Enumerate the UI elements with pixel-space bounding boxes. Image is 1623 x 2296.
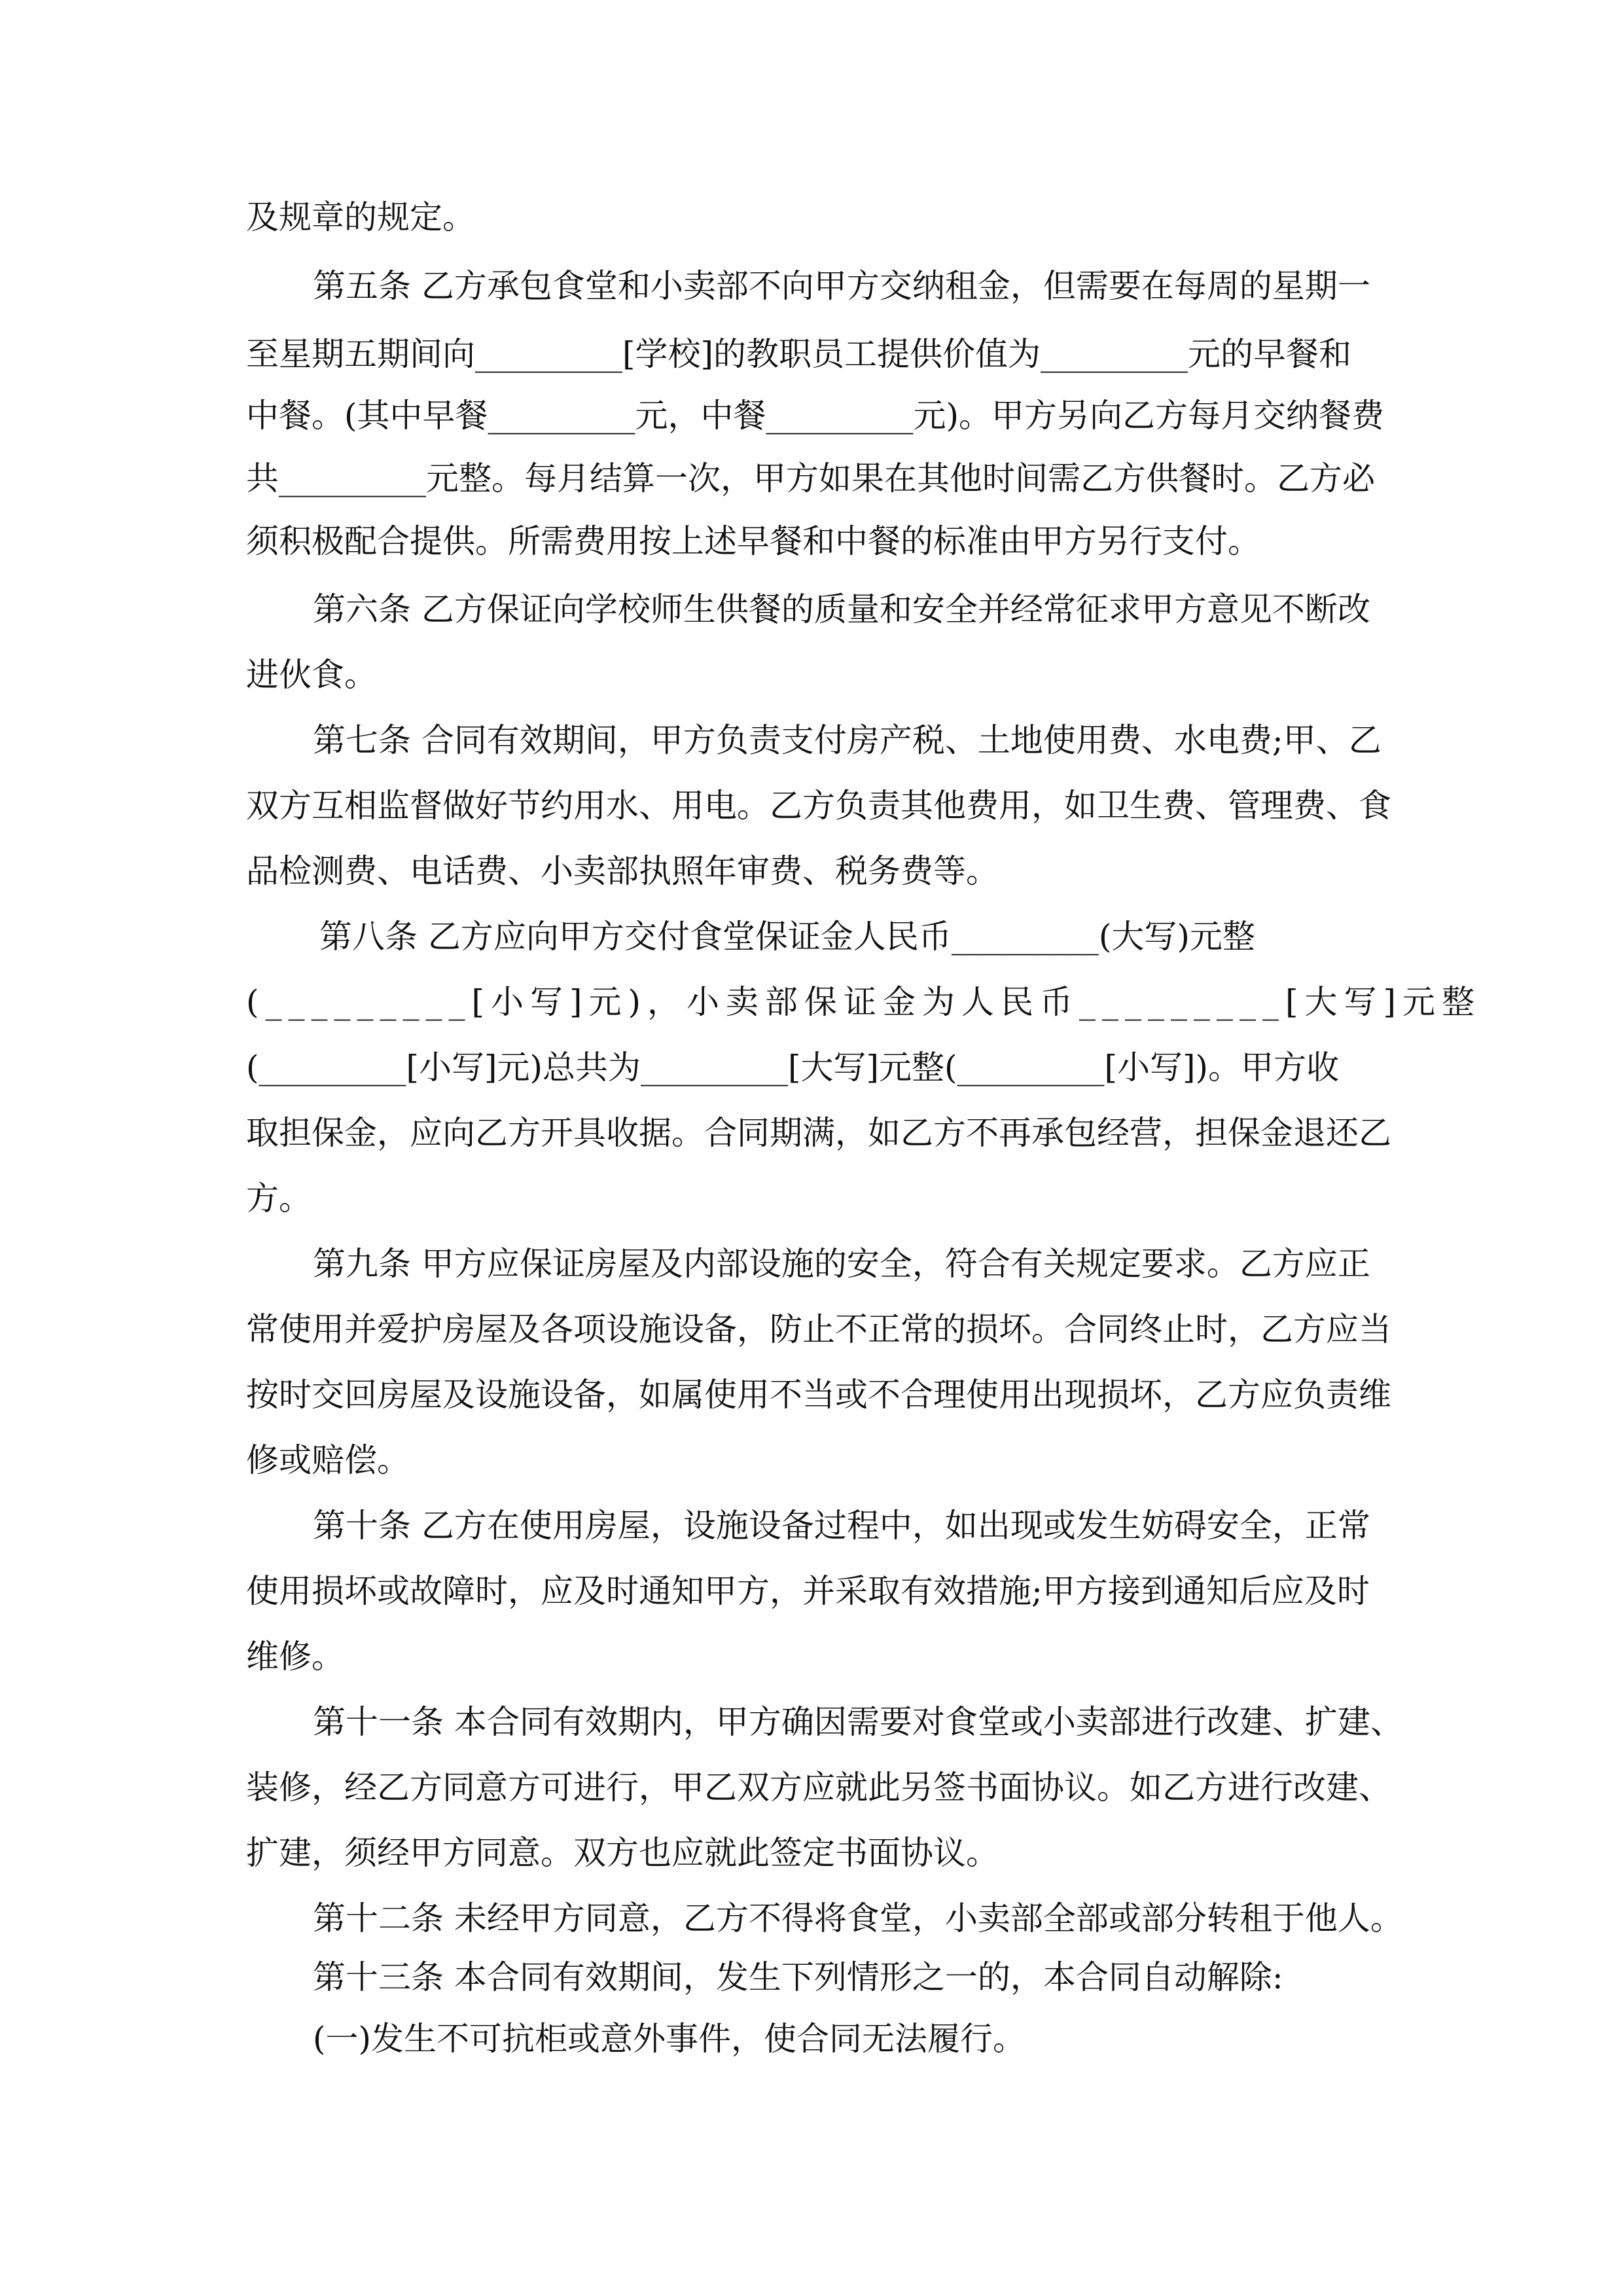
text-line: 维修。: [246, 1638, 344, 1676]
text-line: 进伙食。: [246, 656, 377, 694]
text-line: 第六条 乙方保证向学校师生供餐的质量和安全并经常征求甲方意见不断改: [313, 590, 1370, 628]
text-line: 方。: [246, 1179, 312, 1217]
text-line: (_________[小写]元)，小卖部保证金为人民币_________[大写]元整: [246, 983, 1482, 1021]
text-line: 第十三条 本合同有效期间，发生下列情形之一的，本合同自动解除:: [313, 1958, 1283, 1996]
text-line: 第七条 合同有效期间，甲方负责支付房产税、土地使用费、水电费;甲、乙: [313, 721, 1382, 759]
text-line: 至星期五期间向_________[学校]的教职员工提供价值为_________元的早餐和: [246, 335, 1352, 373]
text-line: 第九条 甲方应保证房屋及内部设施的安全，符合有关规定要求。乙方应正: [313, 1245, 1370, 1283]
text-line: (一)发生不可抗柜或意外事件，使合同无法履行。: [313, 2020, 1026, 2058]
text-line: 须积极配合提供。所需费用按上述早餐和中餐的标准由甲方另行支付。: [246, 522, 1260, 560]
text-line: (_________[小写]元)总共为_________[大写]元整(_________[小写])。甲方收: [246, 1049, 1340, 1086]
text-line: 双方互相监督做好节约用水、用电。乙方负责其他费用，如卫生费、管理费、食: [246, 787, 1391, 825]
text-line: 使用损坏或故障时，应及时通知甲方，并采取有效措施;甲方接到通知后应及时: [246, 1572, 1370, 1610]
text-line: 第十一条 本合同有效期内，甲方确因需要对食堂或小卖部进行改建、扩建、: [313, 1703, 1403, 1741]
text-line: 及规章的规定。: [246, 198, 475, 236]
text-line: 第八条 乙方应向甲方交付食堂保证金人民币_________(大写)元整: [319, 918, 1255, 956]
text-line: 第十条 乙方在使用房屋，设施设备过程中，如出现或发生妨碍安全，正常: [313, 1507, 1370, 1545]
text-line: 第十二条 未经甲方同意，乙方不得将食堂，小卖部全部或部分转租于他人。: [313, 1899, 1403, 1937]
text-line: 品检测费、电话费、小卖部执照年审费、税务费等。: [246, 852, 999, 890]
text-line: 第五条 乙方承包食堂和小卖部不向甲方交纳租金，但需要在每周的星期一: [313, 267, 1370, 305]
text-line: 常使用并爱护房屋及各项设施设备，防止不正常的损坏。合同终止时，乙方应当: [246, 1310, 1391, 1348]
text-line: 修或赔偿。: [246, 1441, 410, 1479]
text-line: 装修，经乙方同意方可进行，甲乙双方应就此另签书面协议。如乙方进行改建、: [246, 1768, 1391, 1806]
text-line: 共_________元整。每月结算一次，甲方如果在其他时间需乙方供餐时。乙方必: [246, 459, 1375, 497]
text-line: 扩建，须经甲方同意。双方也应就此签定书面协议。: [246, 1834, 999, 1872]
text-line: 中餐。(其中早餐_________元，中餐_________元)。甲方另向乙方每月交纳餐费: [246, 397, 1385, 435]
text-line: 取担保金，应向乙方开具收据。合同期满，如乙方不再承包经营，担保金退还乙: [246, 1114, 1391, 1152]
text-line: 按时交回房屋及设施设备，如属使用不当或不合理使用出现损坏，乙方应负责维: [246, 1376, 1391, 1414]
